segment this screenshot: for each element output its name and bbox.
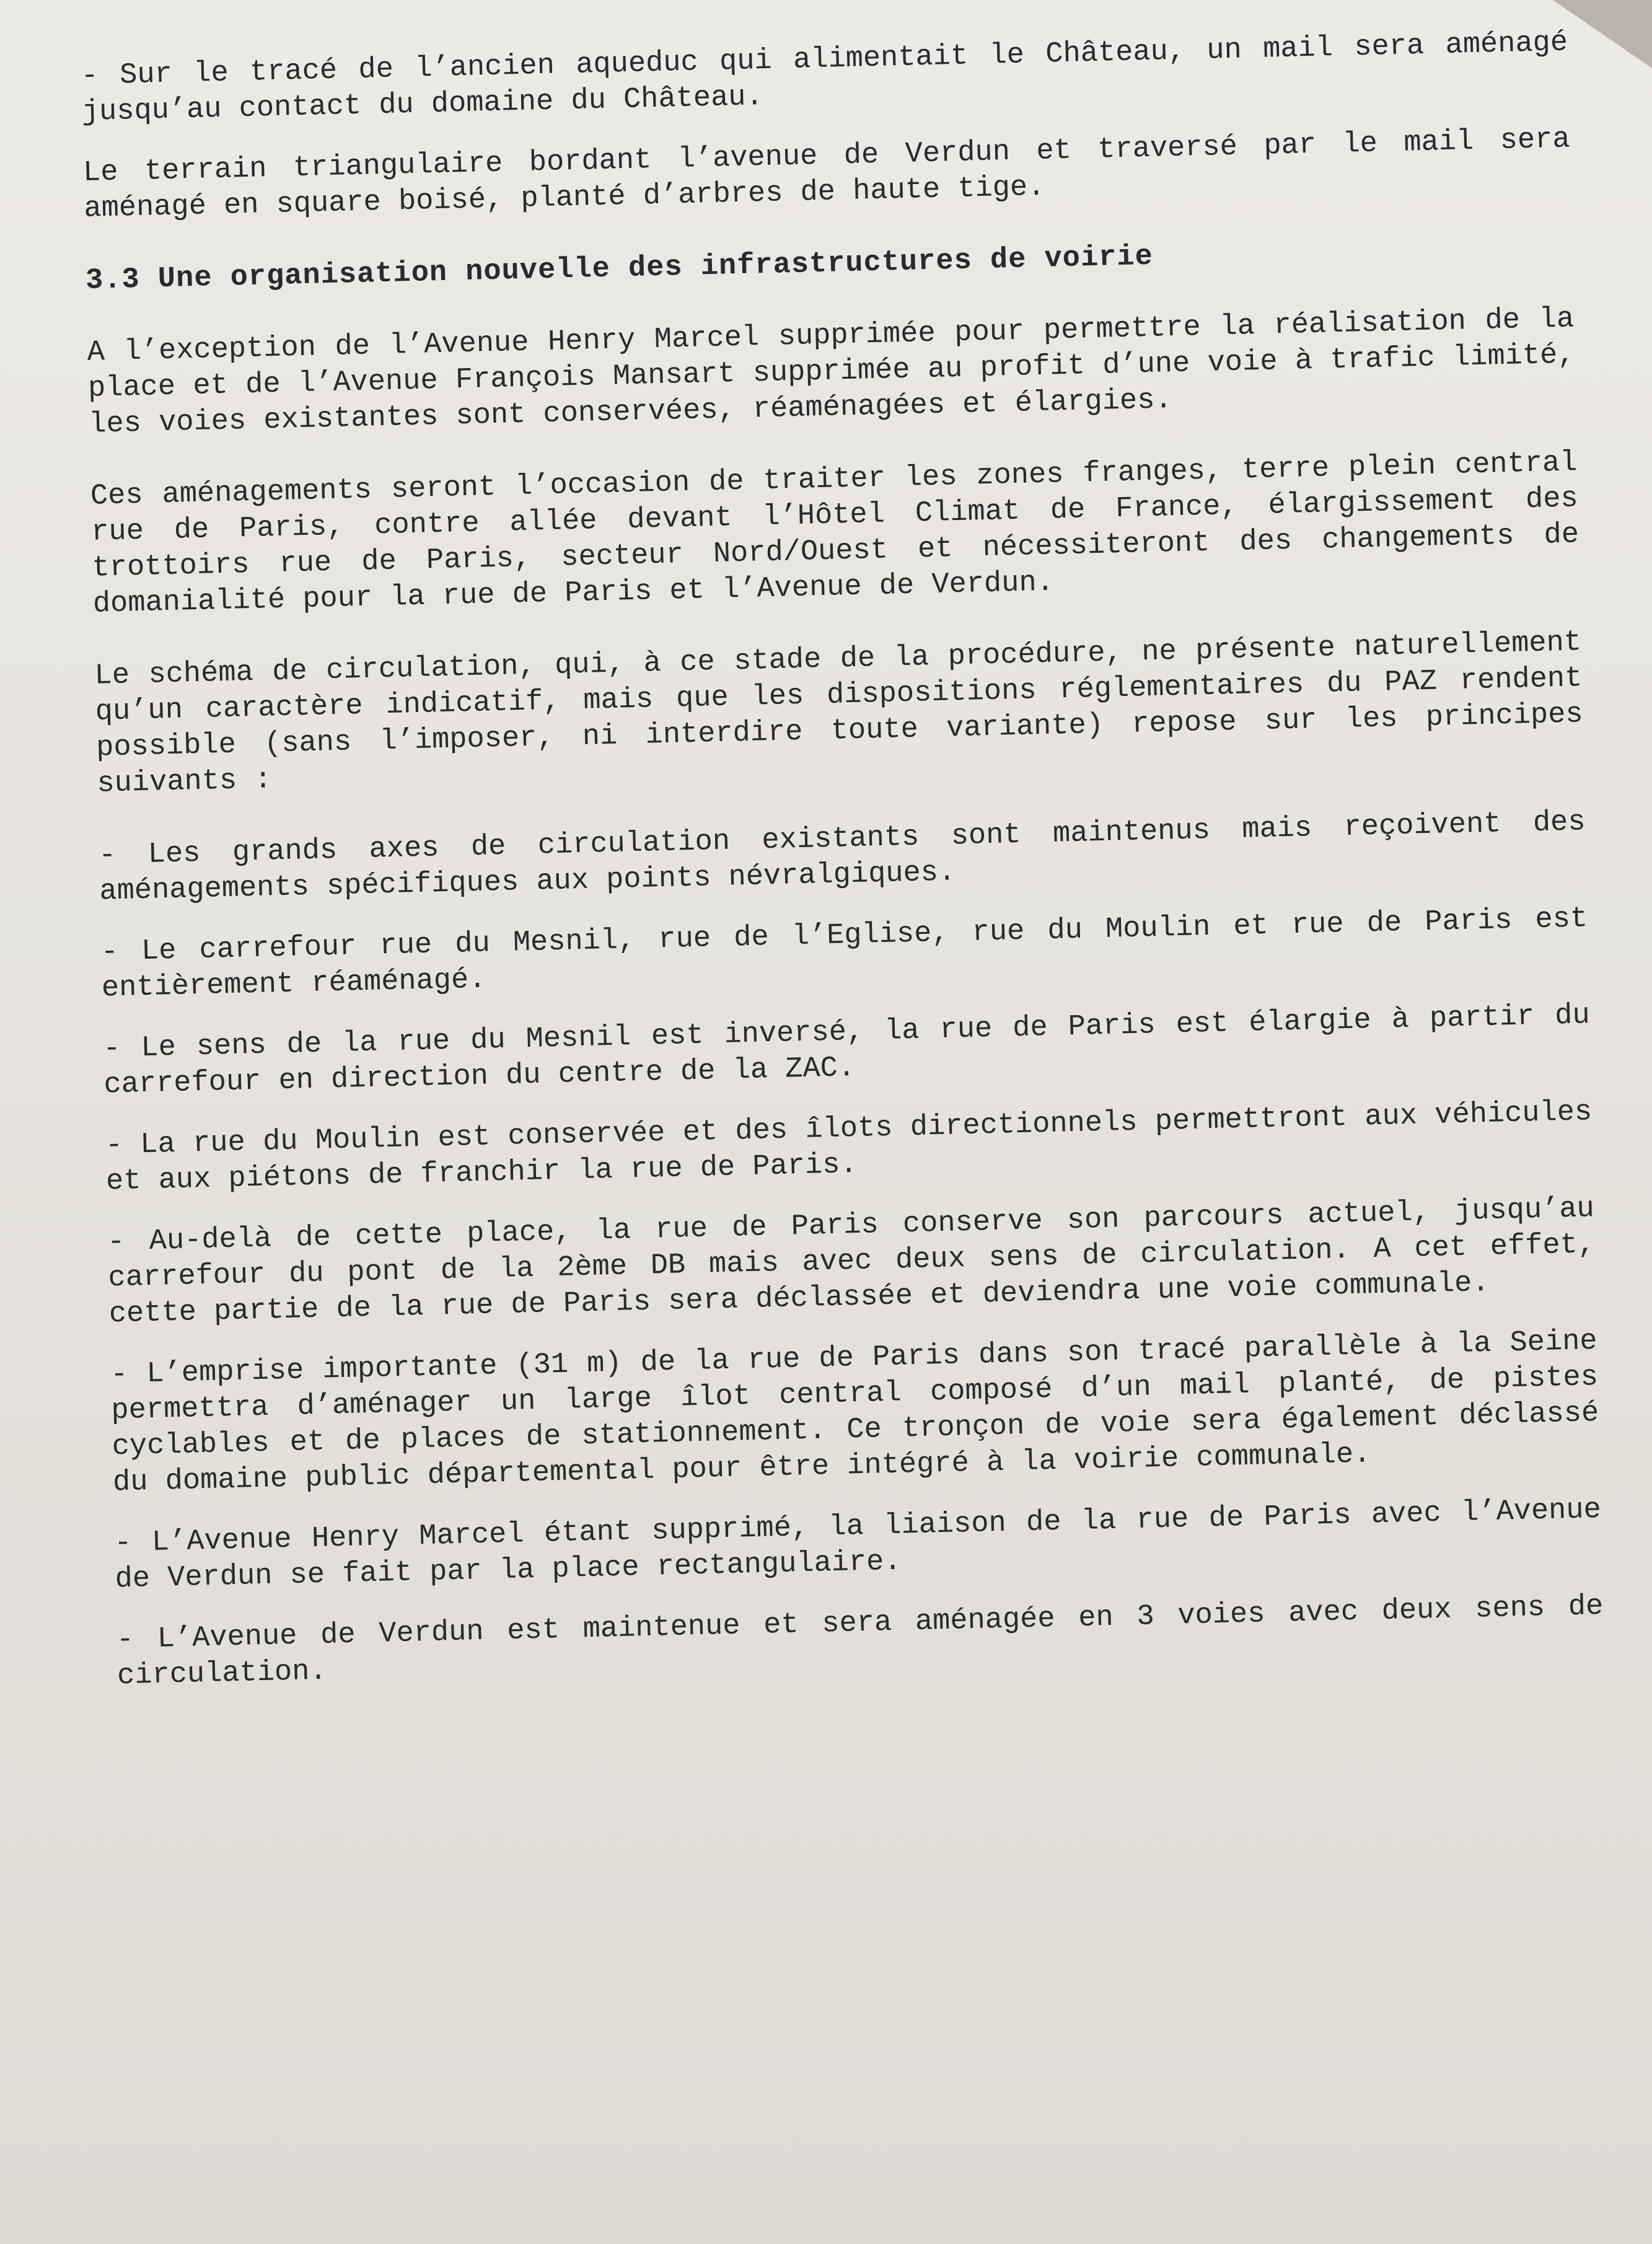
paragraph-schema: Le schéma de circulation, qui, à ce stade de la procédure, ne présente naturellement qu’un caractère indicatif, mais que les dispositions réglementaires du PAZ rendent possible (sans l’imposer, ni interdire toute variante) repose sur les principes suivants :	[94, 626, 1584, 801]
bullet-henry-marcel: - L’Avenue Henry Marcel étant supprimé, la liaison de la rue de Paris avec l’Avenue de Verdun se fait par la place rectangulaire.	[113, 1493, 1602, 1596]
bullet-au-dela: - Au-delà de cette place, la rue de Paris conserve son parcours actuel, jusqu’au carrefour du pont de la 2ème DB mais avec deux sens de circulation. A cet effet, cette partie de la rue de Paris sera déclassée et deviendra une voie communale.	[107, 1192, 1596, 1331]
bullet-grands-axes: - Les grands axes de circulation existants sont maintenus mais reçoivent des aménagements spécifiques aux points névralgiques.	[98, 806, 1586, 909]
bullet-carrefour: - Le carrefour rue du Mesnil, rue de l’Eglise, rue du Moulin et rue de Paris est entièrement réaménagé.	[100, 902, 1588, 1005]
bullet-emprise: - L’emprise importante (31 m) de la rue de Paris dans son tracé parallèle à la Seine permettra d’aménager un large îlot central composé d’un mail planté, de pistes cyclables et de places de stationnement. Ce tronçon de voie sera également déclassé du domaine public départemental pour être intégré à la voirie communale.	[110, 1325, 1599, 1500]
bullet-rue-moulin: - La rue du Moulin est conservée et des îlots directionnels permettront aux véhicules et aux piétons de franchir la rue de Paris.	[105, 1096, 1593, 1199]
paragraph-amenagements: Ces aménagements seront l’occasion de traiter les zones franges, terre plein central rue de Paris, contre allée devant l’Hôtel Climat de France, élargissement des trottoirs rue de Paris, secteur Nord/Ouest et nécessiteront des changements de domanialité pour la rue de Paris et l’Avenue de Verdun.	[90, 446, 1580, 621]
bullet-aqueduc: - Sur le tracé de l’ancien aqueduc qui alimentait le Château, un mail sera aménagé jusqu’au contact du domaine du Château.	[81, 26, 1568, 129]
paragraph-terrain: Le terrain triangulaire bordant l’avenue de Verdun et traversé par le mail sera aménagé en square boisé, planté d’arbres de haute tige.	[82, 123, 1571, 226]
bullet-avenue-verdun: - L’Avenue de Verdun est maintenue et sera aménagée en 3 voies avec deux sens de circulation.	[116, 1590, 1604, 1693]
bullet-sens-mesnil: - Le sens de la rue du Mesnil est inversé, la rue de Paris est élargie à partir du carrefour en direction du centre de la ZAC.	[102, 999, 1591, 1102]
paragraph-exception: A l’exception de l’Avenue Henry Marcel supprimée pour permettre la réalisation de la place et de l’Avenue François Mansart supprimée au profit d’une voie à trafic limité, les voies existantes sont conservées, réaménagées et élargies.	[87, 302, 1576, 441]
section-heading-3-3: 3.3 Une organisation nouvelle des infrastructures de voirie	[85, 240, 1154, 297]
document-body	[81, 25, 1605, 1720]
